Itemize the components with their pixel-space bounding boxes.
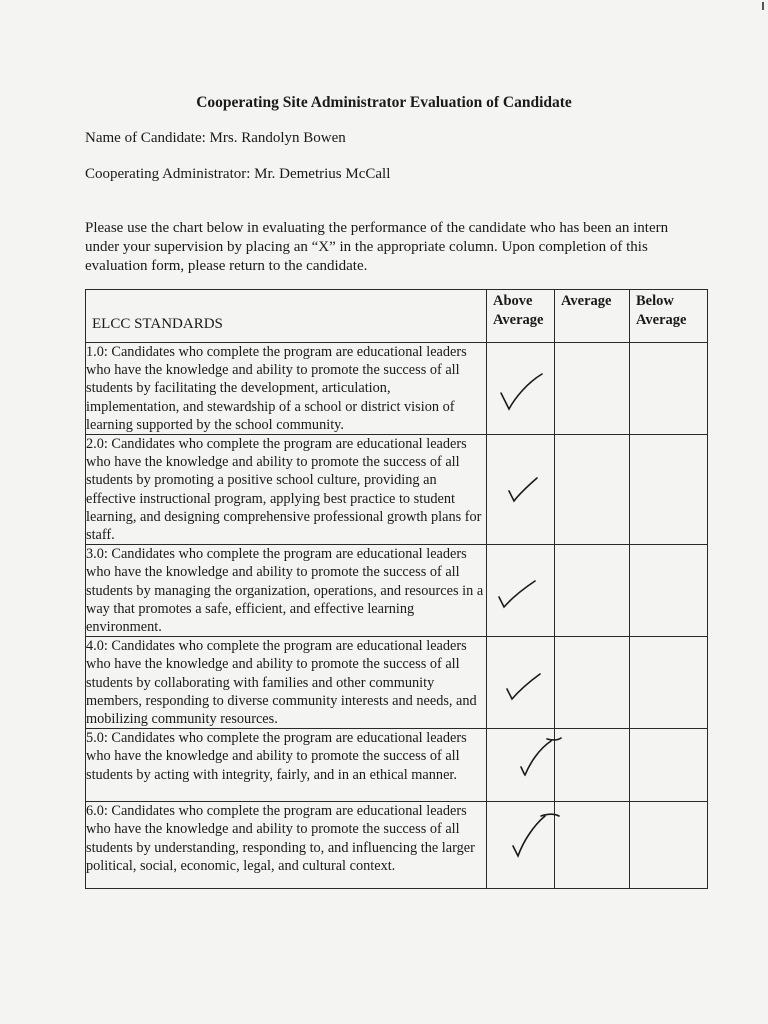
below-average-cell[interactable]: [630, 802, 708, 889]
checkmark-icon: [487, 343, 555, 434]
candidate-name-line: Name of Candidate: Mrs. Randolyn Bowen: [85, 130, 346, 146]
instructions-paragraph: Please use the chart below in evaluating the performance of the candidate who has been an intern under your supervision by placing an “X” in the appropriate column. Upon completion of this evaluation form, please return to the candidate.: [85, 220, 669, 274]
average-cell[interactable]: [555, 343, 630, 435]
checkmark-icon: [487, 545, 555, 634]
below-average-cell[interactable]: [630, 729, 708, 802]
table-header-row: [86, 290, 708, 343]
table-row: [86, 343, 708, 435]
standard-5-text: 5.0: Candidates who complete the program are educational leaders who have the knowledge and ability to promote the success of all students by acting with integrity, fairly, and in an ethical manner.: [86, 729, 487, 802]
above-average-cell[interactable]: [487, 802, 555, 889]
standard-3-text: 3.0: Candidates who complete the program are educational leaders who have the knowledge and ability to promote the success of all students by managing the organization, operations, and resources in a way that promotes a safe, efficient, and effective learning environment.: [86, 545, 487, 637]
table-row: [86, 637, 708, 729]
below-average-cell[interactable]: [630, 545, 708, 637]
above-average-cell[interactable]: [487, 729, 555, 802]
above-average-cell[interactable]: [487, 637, 555, 729]
average-cell[interactable]: [555, 802, 630, 889]
table-row: [86, 729, 708, 802]
standard-6-text: 6.0: Candidates who complete the program are educational leaders who have the knowledge and ability to promote the success of all students by understanding, responding to, and influencing the larger political, social, economic, legal, and cultural context.: [86, 802, 487, 889]
below-average-cell[interactable]: [630, 343, 708, 435]
checkmark-icon: [487, 435, 555, 543]
table-row: [86, 545, 708, 637]
header-below-average: Below Average: [630, 290, 708, 343]
checkmark-icon: [487, 729, 562, 802]
below-average-cell[interactable]: [630, 435, 708, 545]
scan-artifact-mark: [762, 2, 764, 10]
checkmark-icon: [487, 637, 555, 726]
standard-4-text: 4.0: Candidates who complete the program are educational leaders who have the knowledge and ability to promote the success of all students by collaborating with families and other community members, responding to diverse community interests and needs, and mobilizing community resources.: [86, 637, 487, 729]
above-average-cell[interactable]: [487, 545, 555, 637]
average-cell[interactable]: [555, 545, 630, 637]
checkmark-icon: [487, 802, 562, 889]
below-average-cell[interactable]: [630, 637, 708, 729]
standard-2-text: 2.0: Candidates who complete the program are educational leaders who have the knowledge and ability to promote the success of all students by promoting a positive school culture, providing an effective instructional program, applying best practice to student learning, and designing comprehensive professional growth plans for staff.: [86, 435, 487, 545]
average-cell[interactable]: [555, 435, 630, 545]
evaluation-table: [85, 289, 708, 889]
form-title: Cooperating Site Administrator Evaluation of Candidate: [196, 94, 572, 111]
table-row: [86, 802, 708, 889]
header-elcc-standards: ELCC STANDARDS: [86, 290, 487, 343]
above-average-cell[interactable]: [487, 343, 555, 435]
table-row: [86, 435, 708, 545]
header-above-average: Above Average: [487, 290, 555, 343]
header-average: Average: [555, 290, 630, 343]
administrator-name-line: Cooperating Administrator: Mr. Demetrius McCall: [85, 166, 391, 182]
average-cell[interactable]: [555, 729, 630, 802]
average-cell[interactable]: [555, 637, 630, 729]
above-average-cell[interactable]: [487, 435, 555, 545]
standard-1-text: 1.0: Candidates who complete the program are educational leaders who have the knowledge and ability to promote the success of all students by facilitating the development, articulation, implementation, and stewardship of a school or district vision of learning supported by the school community.: [86, 343, 487, 435]
